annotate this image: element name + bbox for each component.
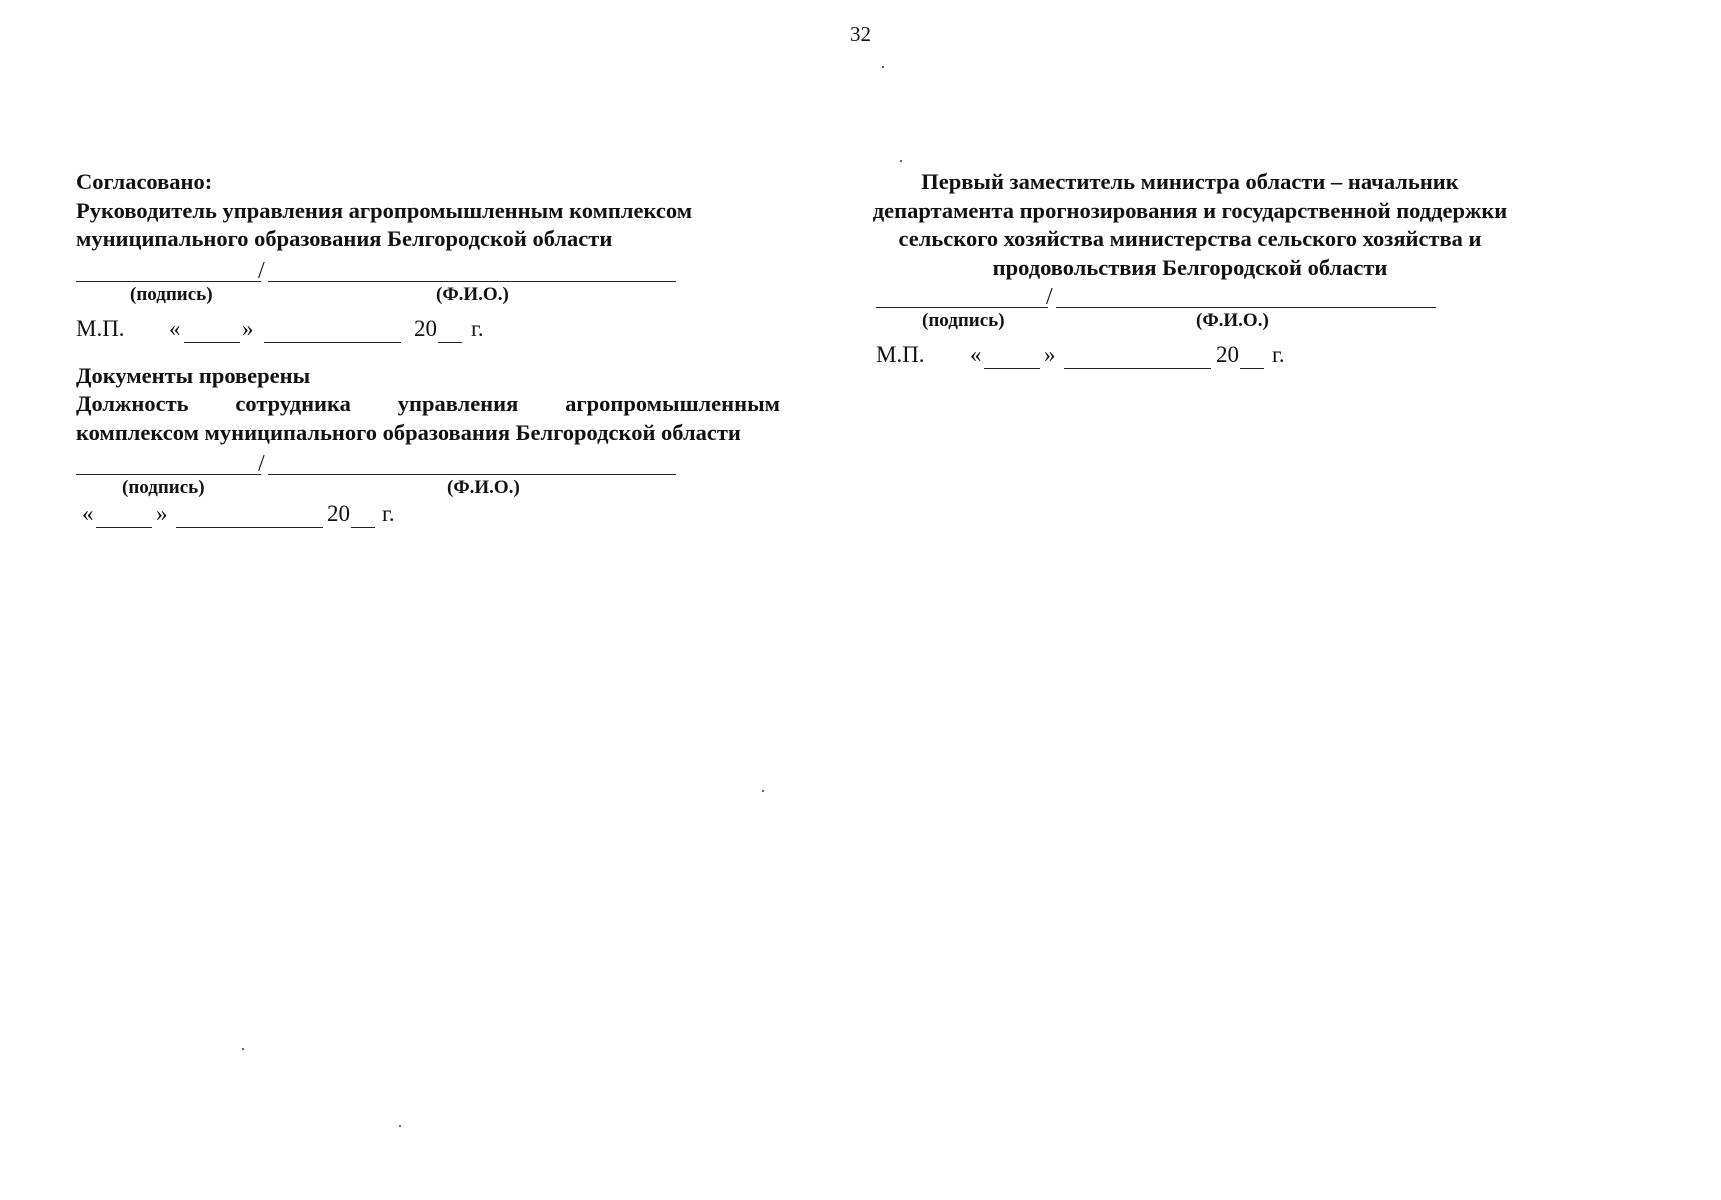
year-suffix: г. [382,501,395,526]
page-number: 32 [850,22,871,46]
agreed-label: Согласовано: [76,169,213,194]
date-quote-open: « [169,315,181,341]
right-approval-block [872,168,1516,376]
employee-date-row [76,495,781,535]
caption-name: (Ф.И.О.) [436,283,509,305]
slash-separator: / [1046,284,1053,310]
month-blank [176,501,323,528]
stamp-label: М.П. [76,315,125,341]
official-title: Первый заместитель министра области – начальник департамента прогнозирования и государственной поддержки сельского хозяйства министерства сельского хозяйства и продовольствия Белгородской области [872,169,1508,280]
scan-speck [900,160,902,162]
official-signature-line [876,282,1436,308]
checked-label: Документы проверены [76,362,311,388]
stamp-label: М.П. [876,342,925,367]
day-blank [984,342,1040,369]
year-prefix: 20 [414,315,437,341]
date-quote-close: » [242,315,254,341]
scan-speck [762,790,764,792]
head-signature-captions [76,282,781,308]
slash-separator: / [258,451,265,477]
head-title: Руководитель управления агропромышленным комплексом муниципального образования Белгородской области [76,197,693,251]
head-stamp-date-row [76,310,781,350]
month-blank [264,316,401,343]
left-approval-block [76,168,781,535]
head-signature-line [76,254,676,282]
day-blank [96,501,152,528]
date-quote-close: » [1044,342,1056,367]
year-prefix: 20 [327,501,350,526]
scan-speck [882,66,884,68]
date-quote-close: » [156,501,168,526]
year-blank [438,316,462,343]
date-quote-open: « [970,342,982,367]
caption-signature: (подпись) [130,283,213,305]
official-stamp-date-row [876,336,1516,376]
slash-separator: / [258,257,265,284]
caption-signature: (подпись) [122,477,205,498]
caption-signature: (подпись) [922,310,1005,331]
year-suffix: г. [471,315,484,341]
month-blank [1064,342,1211,369]
year-blank [351,501,375,528]
employee-title: Должность сотрудника управления агропромышленным комплексом муниципального образования Белгородской области [76,391,780,445]
caption-name: (Ф.И.О.) [447,477,520,498]
scan-speck [242,1048,244,1050]
date-quote-open: « [82,501,94,526]
employee-signature-line [76,447,676,475]
scan-speck [399,1125,401,1127]
caption-name: (Ф.И.О.) [1196,310,1269,331]
official-signature-captions [876,308,1516,334]
year-blank [1240,342,1264,369]
year-prefix: 20 [1216,342,1239,367]
day-blank [184,316,240,343]
year-suffix: г. [1272,342,1285,367]
